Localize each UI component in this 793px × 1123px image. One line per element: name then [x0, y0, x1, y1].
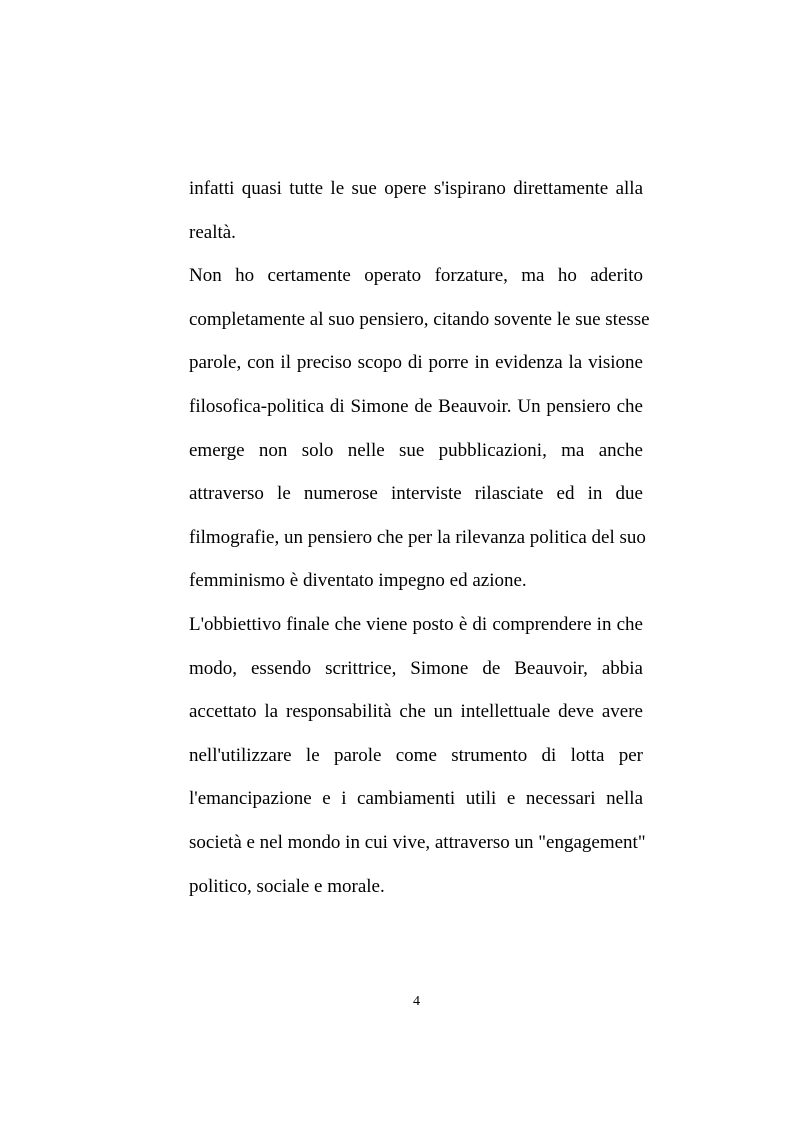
text-line: filosofica-politica di Simone de Beauvoir. Un pensiero che: [189, 395, 643, 417]
text-line: attraverso le numerose interviste rilasciate ed in due: [189, 483, 643, 505]
page-number: 4: [413, 994, 420, 1009]
text-line: femminismo è diventato impegno ed azione.: [189, 570, 527, 592]
body-text: [189, 167, 650, 908]
text-line: l'emancipazione e i cambiamenti utili e necessari nella: [189, 788, 643, 810]
text-line: Non ho certamente operato forzature, ma ho aderito: [189, 265, 643, 287]
text-line: emerge non solo nelle sue pubblicazioni, ma anche: [189, 439, 643, 461]
text-line: completamente al suo pensiero, citando sovente le sue stesse: [189, 308, 650, 330]
text-line: infatti quasi tutte le sue opere s'ispirano direttamente alla: [189, 178, 643, 199]
text-line: accettato la responsabilità che un intellettuale deve avere: [189, 701, 643, 723]
text-line: nell'utilizzare le parole come strumento di lotta per: [189, 744, 643, 766]
text-line: modo, essendo scrittrice, Simone de Beauvoir, abbia: [189, 657, 643, 679]
text-line: politico, sociale e morale.: [189, 875, 385, 897]
text-line: filmografie, un pensiero che per la rilevanza politica del suo: [189, 526, 646, 548]
text-line: parole, con il preciso scopo di porre in evidenza la visione: [189, 352, 643, 374]
text-line: società e nel mondo in cui vive, attraverso un "engagement": [189, 831, 646, 853]
text-line: realtà.: [189, 221, 236, 243]
text-line: L'obbiettivo finale che viene posto è di comprendere in che: [189, 613, 643, 635]
